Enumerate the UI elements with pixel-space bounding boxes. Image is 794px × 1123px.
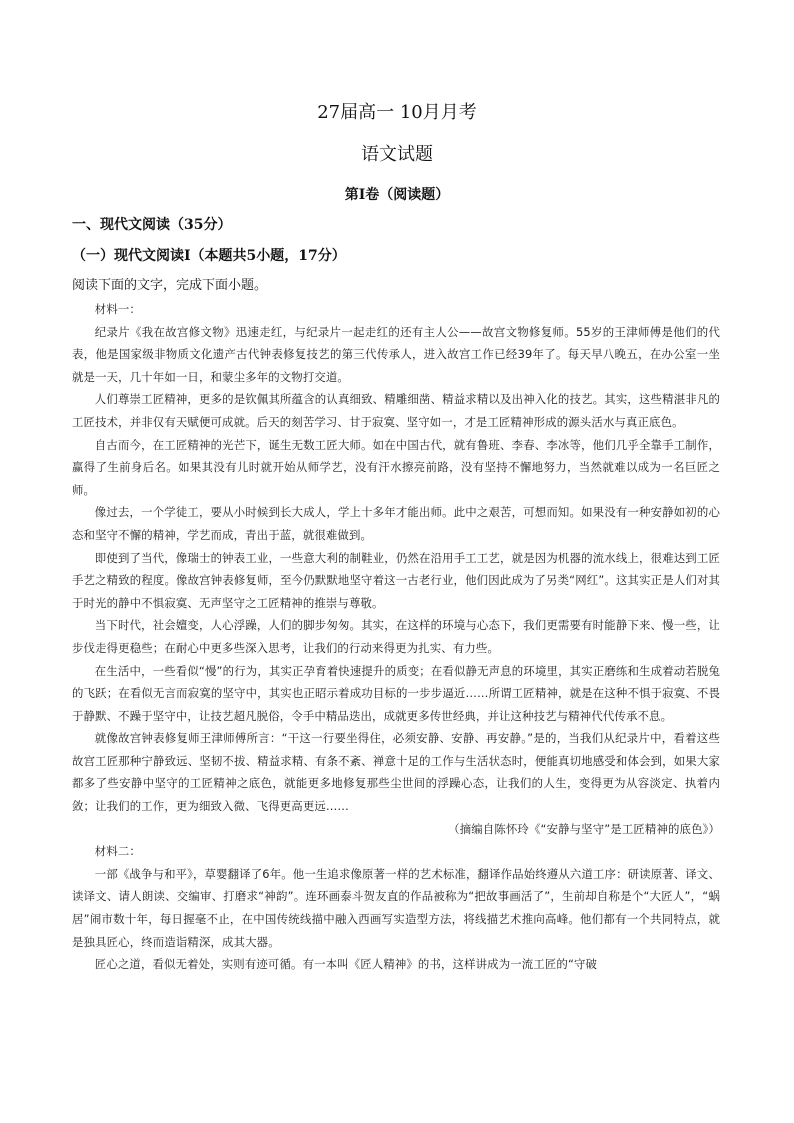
material-label: 材料二：: [94, 844, 141, 859]
paragraph: 即使到了当代，像瑞士的钟表工业，一些意大利的制鞋业，仍然在沿用手工工艺，就是因为机器的流水线上，很难达到工匠手艺之精致的程度。像故宫钟表修复师，至今仍默默地坚守着这一古老行业，他们因此成为了另类“网红”。这其实正是人们对其于时光的静中不惧寂寞、无声坚守之工匠精神的推崇与尊敬。: [72, 550, 720, 610]
reading-instruction: 阅读下面的文字，完成下面小题。: [72, 278, 268, 293]
paragraph: 当下时代，社会嬗变，人心浮躁，人们的脚步匆匆。其实，在这样的环境与心态下，我们更需要有时能静下来、慢一些，让步伐走得更稳些；在耐心中更多些深入思考，让我们的行动来得更为扎实、有力些。: [72, 618, 720, 655]
subject-title: 语文试题: [361, 144, 433, 165]
source-citation: （摘编自陈怀玲《“安静与坚守”是工匠精神的底色》）: [448, 821, 720, 836]
paragraph: 像过去，一个学徒工，要从小时候到长大成人，学上十多年才能出师。此中之艰苦，可想而知。如果没有一种安静如初的心态和坚守不懈的精神，学艺而成，青出于蓝，就很难做到。: [72, 505, 720, 542]
paragraph: 人们尊崇工匠精神，更多的是钦佩其所蕴含的认真细致、精雕细凿、精益求精以及出神入化的技艺。其实，这些精湛非凡的工匠技术，并非仅有天赋便可成就。后天的刻苦学习、甘于寂寞、坚守如一，才是工匠精神形成的源头活水与真正底色。: [72, 392, 720, 429]
paragraph: 一部《战争与和平》，草婴翻译了6年。他一生追求像原著一样的艺术标准，翻译作品始终遵从六道工序：研读原著、译文、读译文、请人朗读、交编审、打磨求“神韵”。连环画泰斗贺友直的作品被称为“把故事画活了”，生前却自称是个“大匠人”，“蜗居”闹市数十年，每日握毫不止，在中国传统线描中融入西画写实造型方法，将线描艺术推向高峰。他们都有一个共同特点，就是独具匠心，终而造诣精深，成其大器。: [72, 866, 720, 949]
paragraph: 纪录片《我在故宫修文物》迅速走红，与纪录片一起走红的还有主人公——故宫文物修复师。55岁的王津师傅是他们的代表，他是国家级非物质文化遗产古代钟表修复技艺的第三代传承人，进入故宫工作已经39年了。每天早八晚五，在办公室一坐就是一天，几十年如一日，和蒙尘多年的文物打交道。: [72, 324, 720, 384]
paragraph: 自古而今，在工匠精神的光芒下，诞生无数工匠大师。如在中国古代，就有鲁班、李春、李冰等，他们几乎全靠手工制作，赢得了生前身后名。如果其没有儿时就开始从师学艺，没有汗水擦亮前路，没有坚持不懈地努力，当然就难以成为一名巨匠之师。: [72, 437, 720, 497]
paragraph: 匠心之道，看似无着处，实则有迹可循。有一本叫《匠人精神》的书，这样讲成为一流工匠的“守破: [94, 957, 598, 972]
section-subtitle: （一）现代文阅读Ⅰ（本题共5小题，17分）: [72, 248, 346, 264]
paragraph: 在生活中，一些看似“慢”的行为，其实正孕育着快速提升的质变；在看似静无声息的环境里，其实正磨练和生成着动若脱兔的飞跃；在看似无言而寂寞的坚守中，其实也正昭示着成功目标的一步步逼近……所谓工匠精神，就是在这种不惧于寂寞、不畏于静默、不躁于坚守中，让技艺超凡脱俗，令手中精品迭出，成就更多传世经典，并让这种技艺与精神代代传承不息。: [72, 663, 720, 723]
exam-title: 27届高一 10月月考: [317, 102, 477, 123]
paragraph: 就像故宫钟表修复师王津师傅所言：“干这一行要坐得住，必须安静、安静、再安静。”是的，当我们从纪录片中，看着这些故宫工匠那种宁静致远、坚韧不拔、精益求精、有条不紊、禅意十足的工作与生活状态时，便能真切地感受和体会到，如果大家都多了些安静中坚守的工匠精神之底色，就能更多地修复那些尘世间的浮躁心态，让我们的人生，变得更为从容淡定、执着内敛；让我们的工作，更为细致入微、飞得更高更远……: [72, 731, 720, 814]
volume-title: 第Ⅰ卷（阅读题）: [344, 187, 450, 203]
material-label: 材料一：: [94, 302, 141, 316]
section-title: 一、现代文阅读（35分）: [72, 217, 232, 233]
passage-body: [72, 298, 720, 976]
